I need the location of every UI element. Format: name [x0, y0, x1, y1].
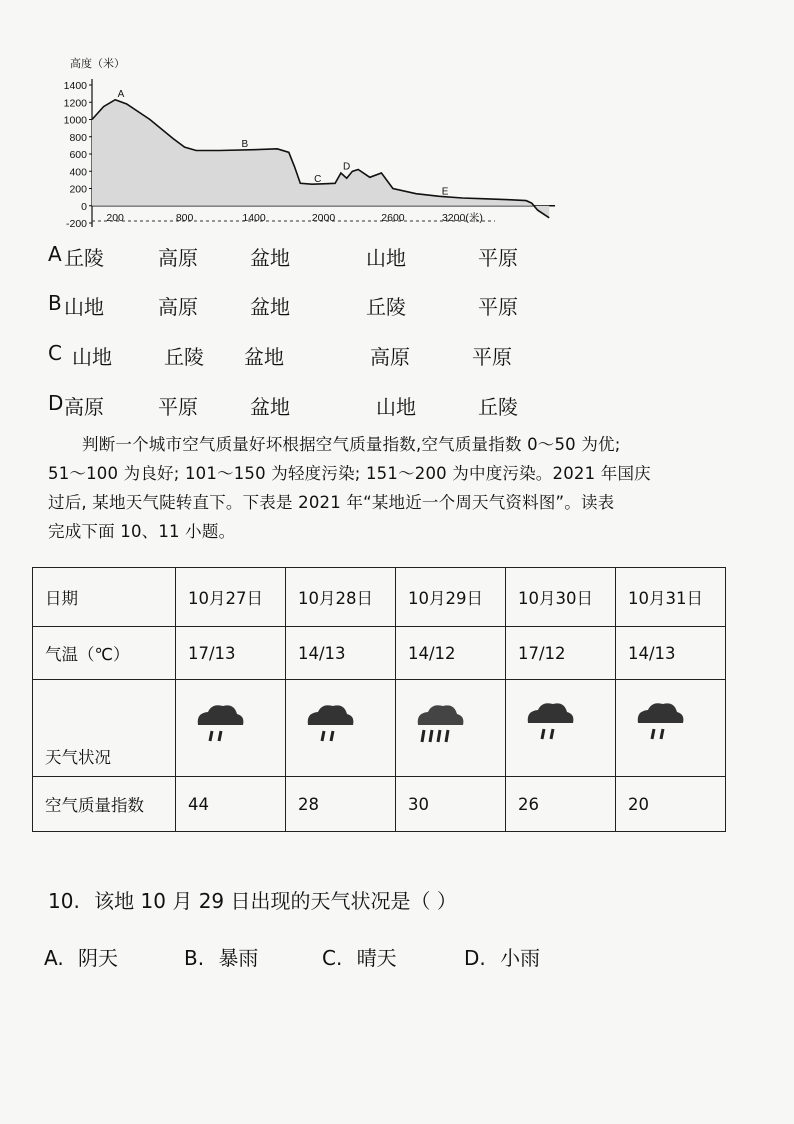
rain-cloud-icon — [518, 695, 578, 755]
option-item: 平原 — [472, 345, 512, 369]
choice-text: 小雨 — [500, 946, 541, 970]
profile-area — [92, 100, 549, 218]
rain-cloud-icon — [298, 695, 358, 755]
option-item: 丘陵 — [64, 246, 104, 270]
profile-point-label: C — [314, 174, 322, 186]
temp-cell: 14/13 — [286, 627, 396, 680]
y-tick-label: 1000 — [63, 114, 87, 127]
option-item: 丘陵 — [366, 295, 406, 319]
date-cell: 10月27日 — [176, 568, 286, 627]
y-tick-label: 1400 — [63, 80, 87, 92]
row-label-aqi: 空气质量指数 — [33, 777, 176, 832]
y-tick-label: 0 — [81, 200, 87, 213]
heavy-rain-cloud-icon — [408, 695, 468, 755]
y-tick-label: 600 — [69, 149, 87, 161]
option-item: 山地 — [72, 345, 112, 369]
y-tick-label: -200 — [65, 218, 87, 230]
temp-cell: 14/12 — [396, 627, 506, 680]
question-text: 该地 10 月 29 日出现的天气状况是（ ） — [94, 889, 457, 913]
option-item: 盆地 — [244, 345, 284, 369]
option-item: 高原 — [158, 295, 198, 319]
paragraph-line: 过后, 某地天气陡转直下。下表是 2021 年“某地近一个周天气资料图”。读表 — [48, 493, 615, 512]
temp-cell: 14/13 — [616, 627, 726, 680]
option-item: 山地 — [366, 246, 406, 270]
choice-text: 暴雨 — [218, 946, 259, 970]
choice-a[interactable] — [44, 942, 118, 971]
choice-letter: D. — [464, 946, 486, 970]
question-number: 10. — [48, 889, 80, 913]
x-tick-label: 3200(米) — [441, 211, 483, 224]
x-tick-label: 2600 — [381, 211, 405, 224]
aqi-cell: 30 — [396, 777, 506, 832]
option-item: 高原 — [64, 395, 104, 419]
aqi-cell: 44 — [176, 777, 286, 832]
option-item: 高原 — [158, 246, 198, 270]
table-row-dates — [33, 568, 726, 627]
option-item: 高原 — [370, 345, 410, 369]
y-tick-label: 800 — [69, 131, 87, 144]
option-letter: D — [48, 391, 64, 415]
y-tick-label: 1200 — [63, 97, 87, 110]
date-cell: 10月30日 — [506, 568, 616, 627]
date-cell: 10月28日 — [286, 568, 396, 627]
option-item: 盆地 — [250, 295, 290, 319]
temp-cell: 17/12 — [506, 627, 616, 680]
paragraph-line: 完成下面 10、11 小题。 — [48, 522, 236, 541]
row-label-temp: 气温（℃） — [33, 627, 176, 680]
choice-b[interactable] — [184, 942, 258, 971]
option-item: 平原 — [478, 295, 518, 319]
option-item: 盆地 — [250, 246, 290, 270]
date-cell: 10月29日 — [396, 568, 506, 627]
profile-point-label: E — [441, 186, 449, 198]
x-tick-label: 800 — [175, 211, 194, 224]
weather-cell — [616, 680, 726, 777]
x-tick-label: 2000 — [311, 211, 336, 224]
table-row-temps — [33, 627, 726, 680]
option-item: 山地 — [64, 295, 104, 319]
x-tick-label: 200 — [106, 211, 124, 224]
profile-point-label: A — [117, 89, 125, 101]
paragraph-line: 判断一个城市空气质量好坏根据空气质量指数,空气质量指数 0～50 为优; — [82, 435, 621, 454]
option-letter: C — [48, 341, 62, 365]
weather-cell — [506, 680, 616, 777]
choice-letter: A. — [44, 946, 64, 970]
row-label-weather: 天气状况 — [33, 680, 176, 777]
option-item: 平原 — [158, 395, 198, 419]
rain-cloud-icon — [188, 695, 248, 755]
option-letter: B — [48, 291, 62, 315]
paragraph-line: 51～100 为良好; 101～150 为轻度污染; 151～200 为中度污染。2021 年国庆 — [48, 464, 651, 483]
table-row-weather — [33, 680, 726, 777]
terrain-profile-chart — [50, 55, 570, 235]
y-tick-label: 200 — [69, 183, 87, 196]
intro-paragraph — [48, 430, 748, 546]
row-label-date: 日期 — [33, 568, 176, 627]
choice-d[interactable] — [464, 942, 540, 971]
y-tick-label: 400 — [69, 166, 87, 179]
weather-cell — [286, 680, 396, 777]
question-10 — [48, 885, 457, 914]
aqi-cell: 28 — [286, 777, 396, 832]
option-item: 盆地 — [250, 395, 290, 419]
choice-text: 阴天 — [78, 946, 119, 970]
profile-point-label: D — [343, 161, 351, 173]
profile-point-label: B — [241, 139, 249, 151]
rain-cloud-icon — [628, 695, 688, 755]
choice-letter: C. — [322, 946, 343, 970]
weather-table — [32, 567, 726, 832]
y-axis-label: 高度（米） — [70, 58, 125, 70]
weather-cell — [396, 680, 506, 777]
choice-c[interactable] — [322, 942, 397, 971]
temp-cell: 17/13 — [176, 627, 286, 680]
aqi-cell: 20 — [616, 777, 726, 832]
table-row-aqi — [33, 777, 726, 832]
option-item: 丘陵 — [164, 345, 204, 369]
weather-cell — [176, 680, 286, 777]
date-cell: 10月31日 — [616, 568, 726, 627]
option-item: 山地 — [376, 395, 416, 419]
option-item: 平原 — [478, 246, 518, 270]
choice-text: 晴天 — [356, 946, 397, 970]
x-tick-label: 1400 — [242, 211, 266, 224]
option-item: 丘陵 — [478, 395, 518, 419]
aqi-cell: 26 — [506, 777, 616, 832]
choice-letter: B. — [184, 946, 205, 970]
option-letter: A — [48, 242, 62, 266]
